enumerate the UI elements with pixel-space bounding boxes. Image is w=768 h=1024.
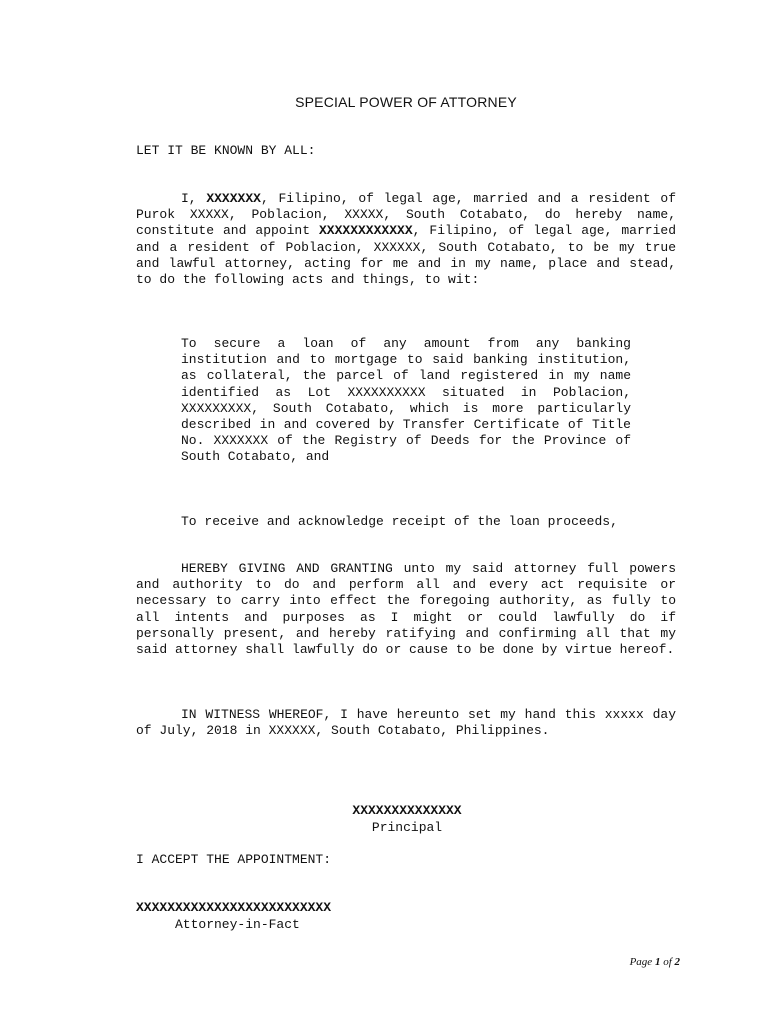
accept-appointment: I ACCEPT THE APPOINTMENT: [136,852,332,867]
salutation: LET IT BE KNOWN BY ALL: [136,143,316,158]
principal-name: XXXXXXX [206,191,261,206]
attorney-signature-label: Attorney-in-Fact [175,917,300,932]
principal-signature-label: Principal [371,820,443,835]
paragraph-witness: IN WITNESS WHEREOF, I have hereunto set my hand this xxxxx day of July, 2018 in XXXXXX, South Cotabato, Philippines. [136,707,676,739]
item-secure-loan: To secure a loan of any amount from any banking institution and to mortgage to said banking institution, as collateral, the parcel of land registered in my name identified as Lot XXXXXXXXXX situated in Poblacion, XXXXXXXXX, South Cotabato, which is more particularly described in and covered by Transfer Certificate of Title No. XXXXXXX of the Registry of Deeds for the Province of South Cotabato, and [181,336,631,465]
page-current: 1 [654,956,661,968]
paragraph-appointment [136,191,676,288]
attorney-signature-name: XXXXXXXXXXXXXXXXXXXXXXXXX [136,900,332,915]
page-label: Page [629,956,653,968]
p1-mid-text: , Filipino, of legal age, married and a resident of Purok XXXXX, Poblacion, XXXXX, South Cotabato, do hereby name, constitute and appoint [136,191,677,239]
page-total: 2 [674,956,680,968]
attorney-signature-block [136,899,331,933]
item-receive-proceeds: To receive and acknowledge receipt of the loan proceeds, [181,514,618,529]
paragraph-granting: HEREBY GIVING AND GRANTING unto my said attorney full powers and authority to do and perform all and every act requisite or necessary to carry into effect the foregoing authority, as fully to all intents and purposes as I might or could lawfully do if personally present, and hereby ratifying and confirming all that my said attorney shall lawfully do or cause to be done by virtue hereof. [136,561,676,658]
principal-signature-name: XXXXXXXXXXXXXX [352,803,462,818]
document-title: SPECIAL POWER OF ATTORNEY [295,94,517,110]
attorney-name: XXXXXXXXXXXX [319,223,413,239]
principal-signature-block [336,802,478,836]
p1-post-text: , Filipino, of legal age, married and a resident of Poblacion, XXXXXX, South Cotabato, to be my true and lawful attorney, acting for me and in my name, place and stead, to do the following acts and things, to wit: [136,223,676,288]
page-number [560,956,680,968]
page-of-label: of [663,956,672,968]
p1-pre-text: I, [181,191,207,206]
